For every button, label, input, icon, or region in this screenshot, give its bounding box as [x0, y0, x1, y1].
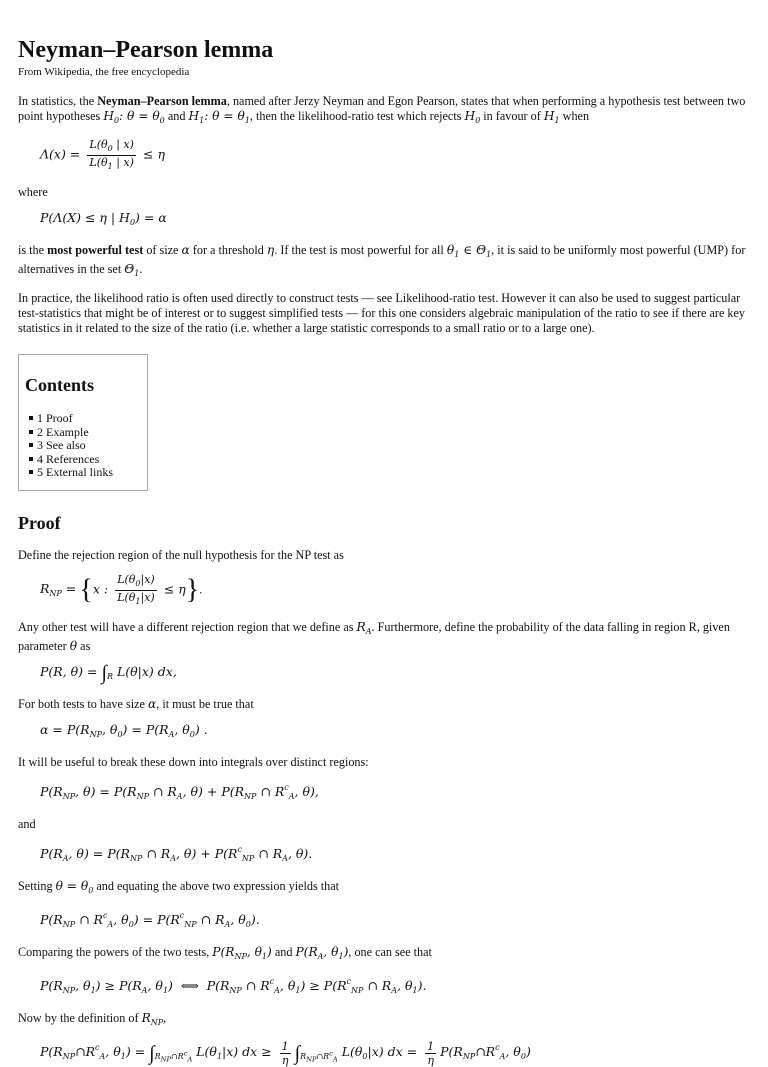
split-formula-1: $P(R_{NP}$, $\theta) = P(R_{NP}$ ∩ $R_A$, $\theta) + P(R_{NP}$ ∩ $R^c_A$, θ), — [40, 780, 750, 805]
proof-paragraph-6: Comparing the powers of the two tests, $P(R_{NP}$, $\theta_1$) and $P(R_A$, $\theta_1$), one can see that — [18, 945, 750, 964]
probability-formula: P(R, $\theta) = \int_R$ L(θ|x) dx, — [40, 664, 750, 685]
proof-paragraph-4: It will be useful to break these down into integrals over distinct regions: — [18, 755, 750, 770]
toc-item[interactable]: 4 References — [39, 453, 131, 467]
most-powerful-paragraph: is the most powerful test of size α for a threshold η. If the test is most powerful for all $\theta_1$ ∈ $\Theta_1$, it is said to be uniformly most powerful (UMP) for alternatives in the set $\Theta_1$. — [18, 243, 750, 281]
intro-paragraph: In statistics, the Neyman–Pearson lemma, named after Jerzy Neyman and Egon Pearson, states that when performing a hypothesis test between two point hypotheses $H_0$: $\theta = \theta_0$ and $H_1$: $\theta = \theta_1$, then the likelihood-ratio test which rejects $H_0$ in favour of $H_1$ when — [18, 94, 750, 128]
and-text: and — [18, 817, 750, 832]
split-formula-2: $P(R_A$, $\theta) = P(R_{NP}$ ∩ $R_A$, $\theta) + P(R^c_{NP}$ ∩ $R_A$, θ). — [40, 842, 750, 867]
toc-item[interactable]: 2 Example — [39, 426, 131, 440]
toc-item[interactable]: 5 External links — [39, 466, 131, 480]
proof-paragraph-2: Any other test will have a different rejection region that we define as $R_A$. Furthermore, define the probability of the data falling in region R, given parameter θ as — [18, 620, 750, 654]
where-text: where — [18, 185, 750, 200]
final-inequality-formula: $P(R_{NP}\cap R^c_A$, $\theta_1) = \int_{R_{NP}\cap R^c_A}$ $L(\theta_1|x)$ dx ≥ $\frac{1}{\eta}$ $\int_{R_{NP}\cap R^c_A}$ $L(\theta_0|x)$ dx = $\frac{1}{\eta}$ $P(R_{NP}\cap R^c_A$, $\theta_0$) — [40, 1040, 750, 1067]
h0-expr: $H_0$: $\theta = \theta_0$ — [103, 109, 164, 123]
proof-paragraph-7: Now by the definition of $R_{NP}$, — [18, 1011, 750, 1030]
tagline: From Wikipedia, the free encyclopedia — [18, 66, 750, 78]
proof-paragraph-1: Define the rejection region of the null hypothesis for the NP test as — [18, 548, 750, 563]
likelihood-ratio-formula: Λ(x) = $\frac{L(\theta_0 | x)}{L(\theta_1 | x)}$ ≤ η — [40, 138, 750, 173]
table-of-contents — [18, 354, 148, 491]
proof-paragraph-3: For both tests to have size α, it must be true that — [18, 697, 750, 712]
toc-title: Contents — [25, 375, 131, 396]
power-comparison-formula: $P(R_{NP}$, $\theta_1) \ge P(R_A$, $\theta_1$) ⟺ $P(R_{NP}$ ∩ $R^c_A$, $\theta_1) \ge P(R^c_{NP}$ ∩ $R_A$, $\theta_1$). — [40, 974, 750, 999]
page-title: Neyman–Pearson lemma — [18, 36, 750, 64]
alpha-equation: $\alpha = P(R_{NP}$, $\theta_0) = P(R_A$, $\theta_0$) . — [40, 722, 750, 743]
size-formula: P(Λ(X) ≤ η | $H_0) = \alpha$ — [40, 210, 750, 231]
rejection-region-formula: $R_{NP} = \{x$ : $\frac{L(\theta_0|x)}{L(\theta_1|x)}$ ≤ η}. — [40, 573, 750, 608]
proof-heading: Proof — [18, 513, 750, 534]
lemma-name: Neyman–Pearson lemma — [97, 94, 227, 108]
toc-list — [25, 412, 131, 480]
practice-paragraph: In practice, the likelihood ratio is often used directly to construct tests — see Likelihood-ratio test. However it can also be used to suggest particular test-statistics that might be of interest or to suggest simplified tests — for this one considers algebraic manipulation of the ratio to see if there are key statistics in it related to the size of the ratio (i.e. whether a large statistic corresponds to a small ratio or to a large one). — [18, 291, 750, 336]
equate-formula: $P(R_{NP}$ ∩ $R^c_A$, $\theta_0) = P(R^c_{NP}$ ∩ $R_A$, $\theta_0$). — [40, 908, 750, 933]
h1-expr: $H_1$: $\theta = \theta_1$ — [188, 109, 249, 123]
proof-paragraph-5: Setting $\theta = \theta_0$ and equating the above two expression yields that — [18, 879, 750, 898]
toc-item[interactable]: 3 See also — [39, 439, 131, 453]
toc-item[interactable]: 1 Proof — [39, 412, 131, 426]
